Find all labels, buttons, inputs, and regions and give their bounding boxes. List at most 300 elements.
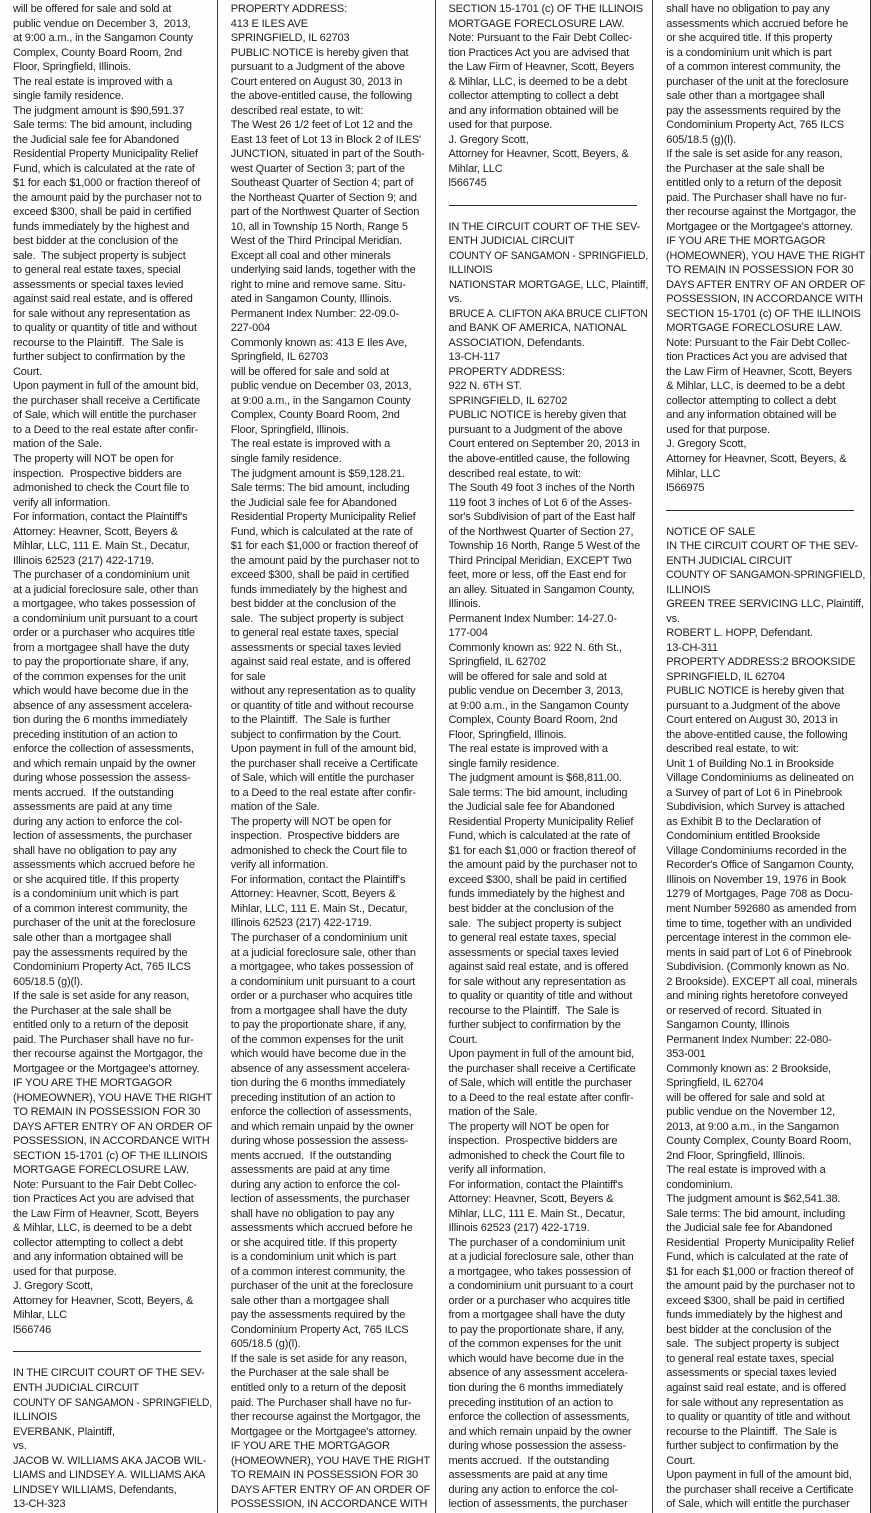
notice-line: ILLINOIS <box>666 583 711 596</box>
notice-line: Sale terms: The bid amount, including <box>448 786 628 799</box>
notice-line: subject to confirmation by the Court. <box>230 728 402 741</box>
notice-line: 119 foot 3 inches of Lot 6 of the Asses- <box>448 496 632 509</box>
notice-line: to pay the proportionate share, if any, <box>13 656 189 669</box>
notice-line: the amount paid by the purchaser not to <box>448 859 638 872</box>
notice-line: COUNTY OF SANGAMON - SPRINGFIELD, <box>13 1396 213 1409</box>
notice-line: paid. The Purchaser shall have no fur- <box>666 191 847 204</box>
notice-line: The real estate is improved with a <box>666 1164 826 1177</box>
notice-line: enforce the collection of assessments, <box>230 1106 412 1119</box>
newspaper-column <box>218 0 436 1513</box>
notice-line: SECTION 15-1701 (c) OF THE ILLINOIS <box>448 3 643 15</box>
notice-line: pursuant to a Judgment of the above <box>448 423 623 436</box>
notice-line: of Sale, which will entitle the purchaser <box>666 1498 850 1511</box>
notice-line: Mihlar, LLC, 111 E. Main St., Decatur, <box>13 540 190 553</box>
notice-line: sale. The subject property is subject <box>13 249 186 262</box>
notice-line: IF YOU ARE THE MORTGAGOR <box>13 1077 172 1090</box>
notice-line: the Law Firm of Heavner, Scott, Beyers <box>448 61 635 74</box>
notice-line: Unit 1 of Building No.1 in Brookside <box>666 757 834 770</box>
notice-line: County Complex, County Board Room, <box>666 1135 852 1148</box>
notice-line: l566746 <box>13 1323 52 1336</box>
notice-line: GREEN TREE SERVICING LLC, Plaintiff, <box>666 598 864 611</box>
notice-line: ROBERT L. HOPP, Defendant. <box>666 627 813 640</box>
notice-line: against said real estate, and is offered <box>13 293 193 306</box>
notice-line: The real estate is improved with a <box>13 75 173 88</box>
notice-line: entitled only to a return of the deposit <box>230 1381 406 1394</box>
notice-line: Mortgagee or the Mortgagee's attorney. <box>230 1425 418 1438</box>
notice-line: West of the Third Principal Meridian. <box>230 235 403 248</box>
notice-line: vs. <box>448 293 463 306</box>
notice-line: POSSESSION, IN ACCORDANCE WITH <box>13 1135 210 1148</box>
notice-line: at 9:00 a.m., in the Sangamon County <box>230 394 411 407</box>
notice-line: condominium. <box>666 1178 733 1191</box>
notice-line: Fund, which is calculated at the rate of <box>666 1251 848 1264</box>
notice-line: preceding institution of an action to <box>448 1396 613 1409</box>
notice-line: or she acquired title. If this property <box>13 873 179 886</box>
notice-line: Fund, which is calculated at the rate of <box>230 525 413 538</box>
notice-line: the above-entitled cause, the following <box>448 453 630 465</box>
notice-line: Floor, Springfield, Illinois. <box>448 728 567 741</box>
notice-line: Upon payment in full of the amount bid, <box>230 743 417 756</box>
notice-line: Commonly known as: 2 Brookside, <box>666 1062 831 1075</box>
notice-line: which would have become due in the <box>230 1048 407 1061</box>
notice-line: mation of the Sale. <box>230 801 320 814</box>
notice-line: mation of the Sale. <box>13 438 102 451</box>
legal-notice-text-block <box>666 2 865 496</box>
notice-line: The property will NOT be open for <box>13 452 174 465</box>
notice-line: Fund, which is calculated at the rate of <box>448 830 631 843</box>
notice-line: verify all information. <box>448 1164 546 1177</box>
notice-divider <box>13 1337 212 1366</box>
notice-line: order or a purchaser who acquires title <box>448 1294 631 1307</box>
notice-line: will be offered for sale and sold at <box>448 670 607 683</box>
notice-line: right to mine and remove same. Situ- <box>230 278 406 291</box>
notice-line: or quantity of title and without recourse <box>230 699 414 712</box>
notice-line: ments in said part of Lot 6 of Pinebrook <box>666 946 852 959</box>
notice-line: the amount paid by the purchaser not to <box>13 191 202 204</box>
notice-line: JACOB W. WILLIAMS AKA JACOB WIL- <box>13 1454 207 1467</box>
notice-line: preceding institution of an action to <box>230 1091 396 1104</box>
notice-line: of Sale, which will entitle the purchaser <box>13 409 197 422</box>
notice-line: $1 for each $1,000 or fraction thereof of <box>666 1265 854 1278</box>
notice-line: Complex, County Board Room, 2nd <box>13 46 182 59</box>
notice-line: public vendue on December 3, 2013, <box>13 17 191 30</box>
notice-line: a condominium unit pursuant to a court <box>448 1280 633 1293</box>
notice-line: The real estate is improved with a <box>230 438 391 451</box>
notice-line: (HOMEOWNER), YOU HAVE THE RIGHT <box>230 1454 430 1467</box>
notice-line: assessments are paid at any time <box>230 1164 390 1177</box>
notice-line: 353-001 <box>666 1048 706 1061</box>
notice-line: The property will NOT be open for <box>230 815 392 828</box>
notice-line: PROPERTY ADDRESS: <box>448 365 565 378</box>
notice-line: Complex, County Board Room, 2nd <box>230 409 400 422</box>
notice-line: Note: Pursuant to the Fair Debt Collec- <box>448 32 633 45</box>
notice-line: DAYS AFTER ENTRY OF AN ORDER OF <box>230 1483 430 1496</box>
notice-divider-line <box>449 205 637 206</box>
notice-line: ILLINOIS <box>13 1411 58 1424</box>
notice-line: assessments or special taxes levied <box>666 1367 837 1380</box>
notice-line: admonished to check the Court file to <box>230 844 407 857</box>
notice-line: against said real estate, and is offered <box>666 1382 846 1394</box>
notice-line: sale. The subject property is subject <box>230 612 404 625</box>
notice-line: Note: Pursuant to the Fair Debt Collec- <box>666 336 850 349</box>
notice-line: sale other than a mortgagee shall <box>666 90 825 103</box>
notice-line: Condominium Property Act, 765 ILCS <box>666 119 844 132</box>
notice-line: used for that purpose. <box>13 1265 117 1278</box>
notice-line: ments accrued. If the outstanding <box>13 786 174 799</box>
notice-line: public vendue on the November 12, <box>666 1106 835 1119</box>
notice-line: verify all information. <box>13 496 111 509</box>
notice-line: at a judicial foreclosure sale, other than <box>230 946 416 959</box>
notice-line: PUBLIC NOTICE is hereby given that <box>230 46 409 59</box>
notice-line: used for that purpose. <box>448 119 553 132</box>
notice-line: The property will NOT be open for <box>448 1120 610 1133</box>
notice-line: NOTICE OF SALE <box>666 525 756 538</box>
notice-line: Court entered on August 30, 2013 in <box>230 75 403 88</box>
notice-line: sale other than a mortgagee shall <box>230 1294 390 1307</box>
notice-line: pay the assessments required by the <box>666 104 841 117</box>
notice-line: the Purchaser at the sale shall be <box>13 1004 172 1017</box>
notice-line: l566745 <box>448 177 487 190</box>
notice-line: which would have become due in the <box>448 1352 624 1365</box>
notice-line: of Sale, which will entitle the purchaser <box>230 772 415 785</box>
legal-notice-text-block <box>231 2 430 1512</box>
notice-line: 2013, at 9:00 a.m., in the Sangamon <box>666 1120 839 1133</box>
notice-line: and which remain unpaid by the owner <box>230 1120 414 1133</box>
notice-line: Residential Property Municipality Relief <box>448 815 634 828</box>
notice-line: IN THE CIRCUIT COURT OF THE SEV- <box>13 1367 205 1380</box>
notice-line: shall have no obligation to pay any <box>230 1207 395 1220</box>
notice-line: Mortgagee or the Mortgagee's attorney. <box>13 1062 200 1075</box>
notice-line: Condominium Property Act, 765 ILCS <box>230 1323 409 1336</box>
notice-line: during whose possession the assess- <box>448 1440 627 1453</box>
notice-line: Upon payment in full of the amount bid, <box>13 380 199 393</box>
notice-line: Illinois 62523 (217) 422-1719. <box>230 917 372 930</box>
notice-line: PUBLIC NOTICE is hereby given that <box>666 685 844 698</box>
legal-notice-text-block <box>13 2 212 1337</box>
notice-line: Illinois 62523 (217) 422-1719. <box>448 1222 590 1235</box>
notice-line: purchaser of the unit at the foreclosure <box>666 75 849 88</box>
notice-line: Court entered on September 20, 2013 in <box>448 438 640 451</box>
notice-line: and BANK OF AMERICA, NATIONAL <box>448 322 627 335</box>
notice-line: Commonly known as: 922 N. 6th St., <box>448 641 622 654</box>
notice-line: Upon payment in full of the amount bid, <box>666 1469 852 1482</box>
notice-line: described real estate, to wit: <box>666 743 799 756</box>
notice-line: Attorney for Heavner, Scott, Beyers, & <box>666 452 847 465</box>
notice-line: the purchaser shall receive a Certificate <box>230 757 418 770</box>
notice-line: assessments or special taxes levied <box>13 278 184 291</box>
notice-line: inspection. Prospective bidders are <box>448 1135 618 1148</box>
notice-line: The South 49 foot 3 inches of the North <box>448 482 635 495</box>
notice-line: will be offered for sale and sold at <box>13 3 172 15</box>
notice-line: verify all information. <box>230 859 329 872</box>
notice-line: the purchaser shall receive a Certificate <box>448 1062 636 1075</box>
notice-line: and any information obtained will be <box>666 409 837 422</box>
notice-line: entitled only to a return of the deposit <box>666 177 842 190</box>
notice-line: and any information obtained will be <box>448 104 619 117</box>
notice-line: sale. The subject property is subject <box>666 1338 839 1351</box>
notice-line: the Northeast Quarter of Section 9; and <box>230 191 417 204</box>
notice-line: single family residence. <box>448 757 560 770</box>
notice-line: The purchaser of a condominium unit <box>230 932 408 944</box>
notice-line: the Law Firm of Heavner, Scott, Beyers <box>666 365 852 378</box>
notice-line: preceding institution of an action to <box>13 728 178 741</box>
notice-line: Southeast Quarter of Section 4; part of <box>230 177 414 190</box>
notice-line: Condominium Property Act, 765 ILCS <box>13 961 191 974</box>
notice-line: Mihlar, LLC, 111 E. Main St., Decatur, <box>230 902 408 915</box>
notice-line: IN THE CIRCUIT COURT OF THE SEV- <box>448 220 641 233</box>
notice-line: tion Practices Act you are advised that <box>448 46 630 59</box>
notice-line: entitled only to a return of the deposit <box>13 1019 189 1032</box>
notice-line: Residential Property Municipality Relief <box>230 511 416 524</box>
notice-line: If the sale is set aside for any reason, <box>230 1352 407 1365</box>
notice-line: Mihlar, LLC <box>666 467 721 480</box>
notice-line: Court. <box>448 1033 478 1046</box>
notice-line: The real estate is improved with a <box>448 743 608 756</box>
notice-line: 605/18.5 (g)(l). <box>666 133 736 146</box>
notice-line: 177-004 <box>448 627 488 640</box>
notice-line: of a common interest community, the <box>13 902 188 915</box>
notice-line: to general real estate taxes, special <box>230 627 399 640</box>
notice-line: TO REMAIN IN POSSESSION FOR 30 <box>230 1469 418 1482</box>
notice-line: DAYS AFTER ENTRY OF AN ORDER OF <box>13 1120 213 1133</box>
notice-line: SPRINGFIELD, IL 62704 <box>666 670 785 683</box>
notice-line: TO REMAIN IN POSSESSION FOR 30 <box>13 1106 201 1119</box>
notice-line: Condominium entitled Brookside <box>666 830 821 843</box>
notice-line: purchaser of the unit at the foreclosure <box>230 1280 414 1293</box>
notice-line: Third Principal Meridian, EXCEPT Two <box>448 554 632 567</box>
notice-line: to the Plaintiff. The Sale is further <box>230 714 391 727</box>
notice-divider-line <box>666 510 854 511</box>
notice-line: Springfield, IL 62702 <box>448 656 546 669</box>
notice-line: during any action to enforce the col- <box>13 815 183 828</box>
notice-line: funds immediately by the highest and <box>448 888 625 901</box>
notice-line: will be offered for sale and sold at <box>666 1091 825 1104</box>
notice-line: recourse to the Plaintiff. The Sale is <box>666 1425 837 1438</box>
notice-line: DAYS AFTER ENTRY OF AN ORDER OF <box>666 278 866 291</box>
notice-line: tion Practices Act you are advised that <box>666 351 847 364</box>
notice-line: COUNTY OF SANGAMON - SPRINGFIELD, <box>448 249 648 262</box>
notice-line: absence of any assessment accelera- <box>230 1062 411 1075</box>
notice-line: public vendue on December 3, 2013, <box>448 685 624 698</box>
notice-line: the above-entitled cause, the following <box>666 728 848 741</box>
notice-line: vs. <box>13 1440 27 1453</box>
notice-line: J. Gregory Scott, <box>666 438 747 451</box>
notice-line: assessments are paid at any time <box>448 1469 608 1482</box>
notice-line: The judgment amount is $59,128.21. <box>230 467 405 480</box>
notice-line: ENTH JUDICIAL CIRCUIT <box>666 554 793 567</box>
notice-line: Attorney: Heavner, Scott, Beyers & <box>13 525 178 538</box>
notice-line: part of the Northwest Quarter of Section <box>230 206 420 219</box>
notice-line: without any representation as to quality <box>230 685 416 698</box>
notice-line: Residential Property Municipality Relief <box>13 148 198 161</box>
notice-line: a mortgagee, who takes possession of <box>13 598 196 611</box>
notice-line: single family residence. <box>230 452 342 465</box>
notice-line: 13-CH-311 <box>666 641 718 654</box>
notice-line: to a Deed to the real estate after confir- <box>13 423 199 436</box>
notice-line: further subject to confirmation by the <box>448 1019 621 1032</box>
notice-line: to a Deed to the real estate after confir- <box>448 1091 634 1104</box>
notice-line: 1279 of Mortgages, Page 708 as Docu- <box>666 888 853 901</box>
notice-line: SPRINGFIELD, IL 62702 <box>448 394 568 407</box>
notice-line: ment Number 592680 as amended from <box>666 902 857 915</box>
notice-line: LINDSEY WILLIAMS, Defendants, <box>13 1483 177 1496</box>
notice-line: recourse to the Plaintiff. The Sale is <box>13 336 184 349</box>
notice-line: and which remain unpaid by the owner <box>448 1425 632 1438</box>
notice-line: a condominium unit pursuant to a court <box>13 612 198 625</box>
notice-line: Residential Property Municipality Relief <box>666 1236 854 1249</box>
notice-line: pay the assessments required by the <box>13 946 188 959</box>
notice-line: $1 for each $1,000 or fraction thereof of <box>13 177 201 190</box>
notice-line: SPRINGFIELD, IL 62703 <box>230 32 350 45</box>
notice-line: The judgment amount is $62,541.38. <box>666 1193 841 1206</box>
notice-line: Court entered on August 30, 2013 in <box>666 714 838 727</box>
notice-line: to quality or quantity of title and without <box>448 990 633 1003</box>
notice-line: assessments which accrued before he <box>13 859 195 872</box>
notice-line: shall have no obligation to pay any <box>13 844 177 857</box>
notice-line: best bidder at the conclusion of the <box>230 598 396 611</box>
notice-line: absence of any assessment accelera- <box>13 699 193 712</box>
notice-line: The judgment amount is $68,811.00. <box>448 772 622 785</box>
notice-line: Recorder's Office of Sangamon County, <box>666 859 854 872</box>
notice-line: paid. The Purchaser shall have no fur- <box>13 1033 194 1046</box>
notice-line: IN THE CIRCUIT COURT OF THE SEV- <box>666 540 858 553</box>
notice-line: assessments or special taxes levied <box>230 641 401 654</box>
notice-line: best bidder at the conclusion of the <box>666 1323 832 1336</box>
notice-line: IF YOU ARE THE MORTGAGOR <box>666 235 826 248</box>
notice-line: tion during the 6 months immediately <box>448 1382 623 1394</box>
notice-line: a mortgagee, who takes possession of <box>448 1265 631 1278</box>
notice-line: to pay the proportionate share, if any, <box>230 1019 407 1032</box>
notice-line: for sale without any representation as <box>13 307 191 320</box>
notice-line: Village Condominiums as delineated on <box>666 772 854 785</box>
notice-line: to general real estate taxes, special <box>448 932 616 945</box>
notice-line: for sale without any representation as <box>666 1396 844 1409</box>
notice-line: sor's Subdivision of part of the East half <box>448 511 636 524</box>
legal-notice-text-block <box>449 2 648 191</box>
notice-line: lection of assessments, the purchaser <box>13 830 193 843</box>
notice-line: best bidder at the conclusion of the <box>13 235 179 248</box>
notice-line: POSSESSION, IN ACCORDANCE WITH <box>666 293 863 306</box>
notice-line: sale other than a mortgagee shall <box>13 932 172 944</box>
notice-line: recourse to the Plaintiff. The Sale is <box>448 1004 619 1017</box>
notice-line: to quality or quantity of title and without <box>13 322 197 335</box>
notice-line: to a Deed to the real estate after confir- <box>230 786 416 799</box>
notice-line: Mihlar, LLC <box>13 1309 67 1322</box>
notice-line: during any action to enforce the col- <box>230 1178 401 1191</box>
notice-line: (HOMEOWNER), YOU HAVE THE RIGHT <box>666 249 866 262</box>
notice-line: to pay the proportionate share, if any, <box>448 1323 625 1336</box>
notice-line: COUNTY OF SANGAMON-SPRINGFIELD, <box>666 569 866 582</box>
notice-line: LIAMS and LINDSEY A. WILLIAMS AKA <box>13 1469 206 1482</box>
notice-line: absence of any assessment accelera- <box>448 1367 628 1380</box>
notice-line: purchaser of the unit at the foreclosure <box>13 917 196 930</box>
notice-line: BRUCE A. CLIFTON AKA BRUCE CLIFTON <box>448 307 648 320</box>
notice-line: Village Condominiums recorded in the <box>666 844 847 857</box>
notice-line: Township 16 North, Range 5 West of the <box>448 540 641 553</box>
notice-line: is a condominium unit which is part <box>666 46 832 59</box>
notice-line: NATIONSTAR MORTGAGE, LLC, Plaintiff, <box>448 278 648 291</box>
notice-line: JUNCTION, situated in part of the South- <box>230 148 425 161</box>
notice-line: ther recourse against the Mortgagor, the <box>13 1048 203 1061</box>
notice-line: 13-CH-117 <box>448 351 501 364</box>
notice-line: assessments or special taxes levied <box>448 946 619 959</box>
notice-line: of a common interest community, the <box>230 1265 406 1278</box>
notice-line: during any action to enforce the col- <box>448 1483 618 1496</box>
notice-line: Illinois. <box>448 598 481 611</box>
notice-line: the Judicial sale fee for Abandoned <box>230 496 397 509</box>
notice-line: collector attempting to collect a debt <box>666 394 837 407</box>
notice-line: The purchaser of a condominium unit <box>13 569 190 582</box>
notice-line: MORTGAGE FORECLOSURE LAW. <box>13 1164 189 1177</box>
notice-line: Commonly known as: 413 E Iles Ave, <box>230 336 408 349</box>
notice-line: to general real estate taxes, special <box>666 1352 834 1365</box>
notice-line: Attorney for Heavner, Scott, Beyers, & <box>448 148 629 161</box>
notice-line: order or a purchaser who acquires title <box>230 990 413 1003</box>
notice-line: a mortgagee, who takes possession of <box>230 961 414 974</box>
notice-line: as Exhibit B to the Declaration of <box>666 815 821 828</box>
notice-line: at a judicial foreclosure sale, other than <box>448 1251 634 1264</box>
notice-line: and any information obtained will be <box>13 1251 184 1264</box>
notice-line: at a judicial foreclosure sale, other than <box>13 583 199 596</box>
notice-line: Illinois 62523 (217) 422-1719. <box>13 554 155 567</box>
notice-line: ENTH JUDICIAL CIRCUIT <box>13 1382 140 1394</box>
notice-line: Permanent Index Number: 14-27.0- <box>448 612 617 625</box>
notice-line: to general real estate taxes, special <box>13 264 181 277</box>
notice-line: the above-entitled cause, the following <box>230 90 413 103</box>
notice-line: lection of assessments, the purchaser <box>448 1498 628 1511</box>
notice-line: of a common interest community, the <box>666 61 841 74</box>
notice-line: PROPERTY ADDRESS: <box>230 3 347 15</box>
notice-line: and mining rights heretofore conveyed <box>666 990 848 1003</box>
notice-line: tion during the 6 months immediately <box>230 1077 406 1090</box>
notice-line: the Law Firm of Heavner, Scott, Beyers <box>13 1207 199 1220</box>
notice-line: Except all coal and other minerals <box>230 249 391 262</box>
notice-line: percentage interest in the common ele- <box>666 932 852 945</box>
notice-line: the Judicial sale fee for Abandoned <box>13 133 179 146</box>
notice-line: for sale without any representation as <box>448 975 626 988</box>
notice-line: 413 E ILES AVE <box>230 17 308 30</box>
notice-line: ENTH JUDICIAL CIRCUIT <box>448 235 575 248</box>
notice-line: SECTION 15-1701 (c) OF THE ILLINOIS <box>13 1149 208 1162</box>
notice-line: EVERBANK, Plaintiff, <box>13 1425 115 1438</box>
notice-line: of the Northwest Quarter of Section 27, <box>448 525 634 538</box>
legal-notice-text-block <box>13 1366 212 1511</box>
newspaper-column <box>653 0 871 1513</box>
notice-line: inspection. Prospective bidders are <box>230 830 400 843</box>
notice-line: 13-CH-323 <box>13 1498 66 1511</box>
notice-line: admonished to check the Court file to <box>13 482 190 495</box>
notice-line: $1 for each $1,000 or fraction thereof of <box>448 844 636 857</box>
notice-line: pursuant to a Judgment of the above <box>666 699 841 712</box>
notice-line: further subject to confirmation by the <box>666 1440 839 1453</box>
notice-line: & Mihlar, LLC, is deemed to be a debt <box>666 380 845 393</box>
notice-line: Sale terms: The bid amount, including <box>13 119 192 132</box>
notice-line: IF YOU ARE THE MORTGAGOR <box>230 1440 390 1453</box>
notice-line: ILLINOIS <box>448 264 493 277</box>
notice-line: against said real estate, and is offered <box>230 656 411 669</box>
notice-line: will be offered for sale and sold at <box>230 365 390 378</box>
notice-line: a Survey of part of Lot 6 in Pinebrook <box>666 786 843 799</box>
notice-line: East 13 feet of Lot 13 in Block 2 of ILES' <box>230 133 422 146</box>
notice-line: PROPERTY ADDRESS:2 BROOKSIDE <box>666 656 856 669</box>
notice-line: Mihlar, LLC <box>448 162 503 175</box>
notice-line: Illinois on November 19, 1976 in Book <box>666 873 846 886</box>
notice-line: the purchaser shall receive a Certificate <box>666 1483 854 1496</box>
notice-line: J. Gregory Scott, <box>13 1280 93 1293</box>
notice-line: which would have become due in the <box>13 685 189 698</box>
notice-line: Subdivision, which Survey is attached <box>666 801 845 814</box>
notice-line: ments accrued. If the outstanding <box>230 1149 392 1162</box>
